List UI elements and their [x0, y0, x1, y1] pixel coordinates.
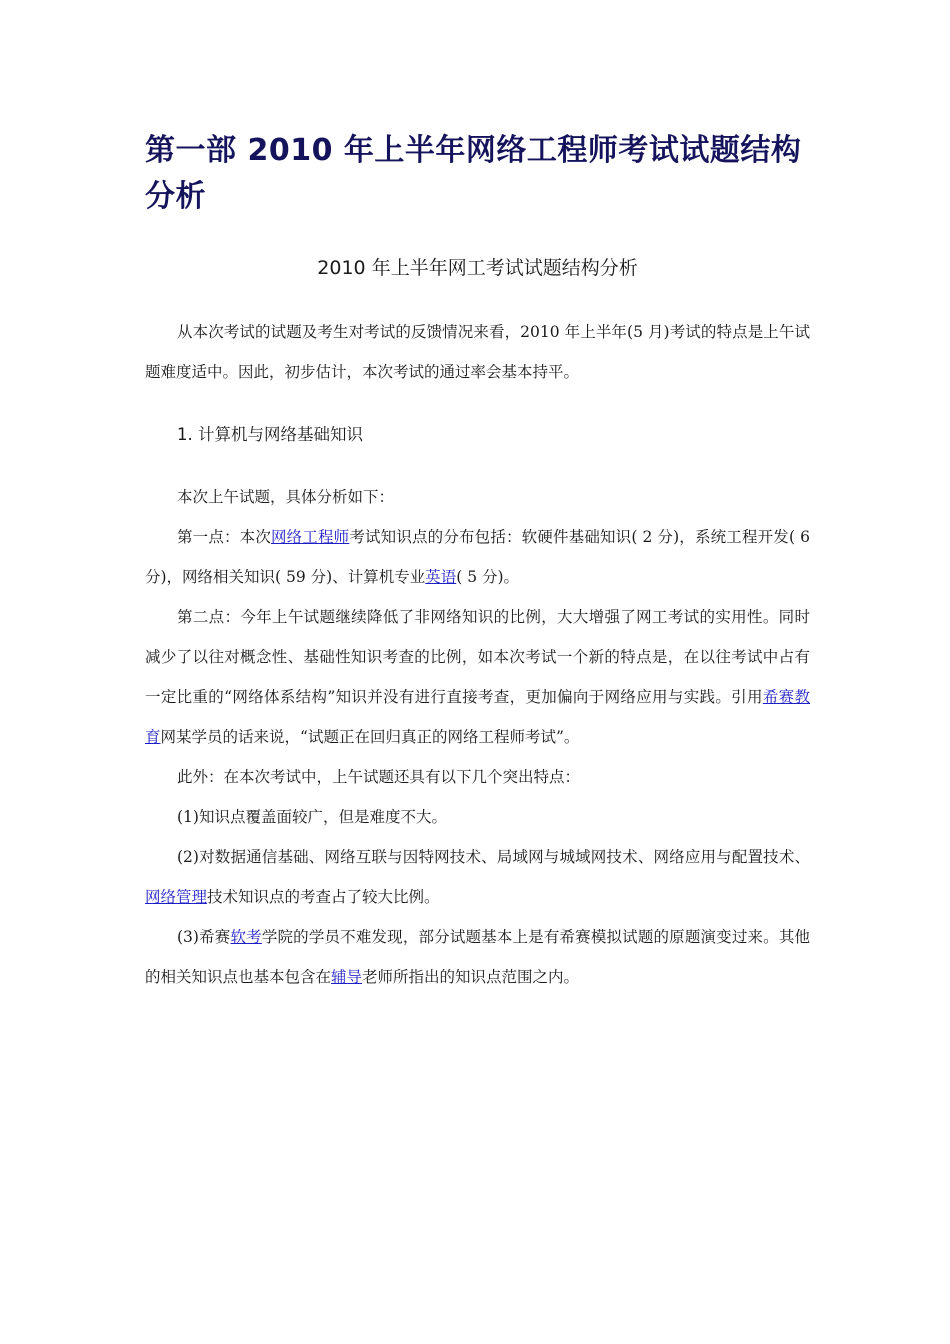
point-two-paragraph — [145, 597, 810, 757]
section-heading-1: 1. 计算机与网络基础知识 — [177, 425, 363, 444]
besides-paragraph: 此外：在本次考试中，上午试题还具有以下几个突出特点： — [177, 768, 581, 786]
point-two-text-a: 第二点：今年上午试题继续降低了非网络知识的比例，大大增强了网工考试的实用性。同时减少了以往对概念性、基础性知识考查的比例，如本次考试一个新的特点是，在以往考试中占有一定比重的“网络体系结构”知识并没有进行直接考查，更加偏向于网络应用与实践。引用 — [145, 608, 810, 706]
document-title: 第一部 2010 年上半年网络工程师考试试题结构分析 — [145, 133, 802, 214]
item-two-text-a: (2)对数据通信基础、网络互联与因特网技术、局域网与城域网技术、网络应用与配置技术、 — [177, 848, 810, 866]
item-one-paragraph: (1)知识点覆盖面较广，但是难度不大。 — [177, 808, 447, 826]
soft-exam-link[interactable]: 软考 — [230, 928, 262, 946]
network-engineer-link[interactable]: 网络工程师 — [271, 528, 350, 546]
point-one-text-c: ( 5 分)。 — [456, 568, 520, 586]
item-two-paragraph — [145, 837, 810, 917]
item-three-text-c: 老师所指出的知识点范围之内。 — [362, 968, 580, 986]
item-three-paragraph — [145, 917, 810, 997]
csai-education-link[interactable]: 希赛教育 — [145, 688, 810, 746]
document-page — [145, 128, 810, 997]
item-two-text-b: 技术知识点的考查占了较大比例。 — [207, 888, 440, 906]
analysis-paragraph: 本次上午试题，具体分析如下： — [177, 488, 395, 506]
item-three-text-b: 学院的学员不难发现，部分试题基本上是有希赛模拟试题的原题演变过来。其他的相关知识点也基本包含在 — [145, 928, 810, 986]
network-management-link[interactable]: 网络管理 — [145, 888, 208, 906]
point-one-paragraph — [145, 517, 810, 597]
intro-paragraph: 从本次考试的试题及考生对考试的反馈情况来看，2010 年上半年(5 月)考试的特点是上午试题难度适中。因此，初步估计，本次考试的通过率会基本持平。 — [145, 323, 810, 381]
english-link[interactable]: 英语 — [425, 568, 457, 586]
point-two-text-b: 网某学员的话来说，“试题正在回归真正的网络工程师考试”。 — [160, 728, 580, 746]
point-one-text-a: 第一点：本次 — [177, 528, 271, 546]
tutoring-link[interactable]: 辅导 — [331, 968, 363, 986]
item-three-text-a: (3)希赛 — [177, 928, 231, 946]
point-one-text-b: 考试知识点的分布包括：软硬件基础知识( 2 分)，系统工程开发( 6 分)，网络相关知识( 59 分)、计算机专业 — [145, 528, 810, 586]
document-subtitle: 2010 年上半年网工考试试题结构分析 — [317, 257, 638, 279]
